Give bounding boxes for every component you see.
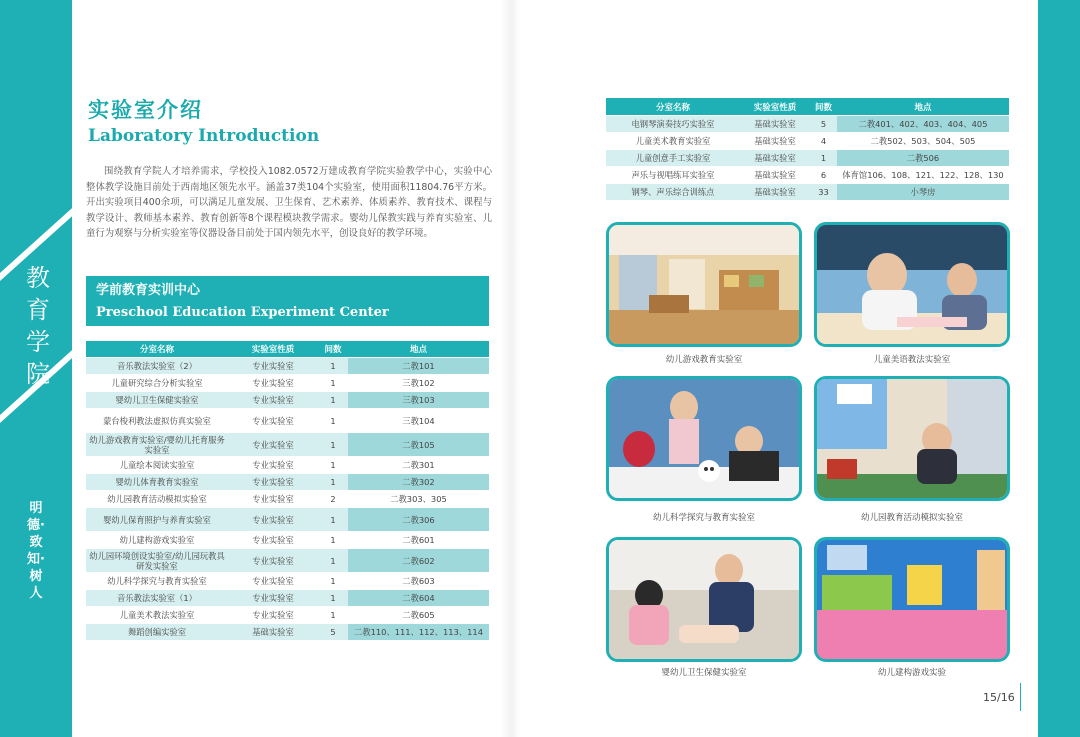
- table-cell: 二教306: [348, 508, 489, 531]
- table-cell: 专业实验室: [228, 409, 318, 432]
- photo-caption: 幼儿建构游戏实验: [877, 668, 946, 678]
- page-fold: [500, 0, 520, 737]
- lab-table-header: [86, 341, 489, 357]
- table-cell: 二教604: [348, 590, 489, 606]
- table-cell: 专业实验室: [228, 457, 318, 473]
- table-cell: 二教105: [348, 433, 489, 456]
- school-name-vertical: 教育学院: [26, 264, 50, 388]
- table-cell: 儿童研究综合分析实验室: [86, 375, 228, 391]
- table-row: [606, 116, 1009, 132]
- table-cell: 33: [810, 184, 837, 200]
- construction-photo: [814, 537, 1010, 662]
- table-cell: 1: [318, 590, 348, 606]
- photo-caption: 儿童美语教法实验室: [873, 355, 951, 365]
- table-header-cell: 实验室性质: [740, 98, 810, 115]
- table-cell: 幼儿园环境创设实验室/幼儿园玩教具研发实验室: [86, 549, 228, 572]
- robot-photo: [606, 376, 802, 501]
- table-cell: 婴幼儿保育照护与养育实验室: [86, 508, 228, 531]
- table-cell: 1: [318, 457, 348, 473]
- center-title-cn: 学前教育实训中心: [96, 283, 201, 298]
- page-title-en: Laboratory Introduction: [88, 126, 320, 146]
- table-cell: 幼儿园教育活动模拟实验室: [86, 491, 228, 507]
- table-cell: 1: [318, 358, 348, 374]
- table-cell: 儿童创意手工实验室: [606, 150, 740, 166]
- table-row: [86, 590, 489, 606]
- table-cell: 二教301: [348, 457, 489, 473]
- room-table-header: [606, 98, 1009, 115]
- classroom-photo: [814, 376, 1010, 501]
- room-table: [606, 97, 1009, 201]
- table-row: [606, 167, 1009, 183]
- table-row: [86, 392, 489, 408]
- table-cell: 基础实验室: [740, 116, 810, 132]
- table-header-cell: 间数: [318, 341, 348, 357]
- table-cell: 专业实验室: [228, 573, 318, 589]
- table-cell: 专业实验室: [228, 392, 318, 408]
- table-cell: 1: [318, 573, 348, 589]
- table-cell: 专业实验室: [228, 508, 318, 531]
- table-cell: 基础实验室: [228, 624, 318, 640]
- table-cell: 幼儿科学探究与教育实验室: [86, 573, 228, 589]
- table-cell: 1: [318, 508, 348, 531]
- table-cell: 基础实验室: [740, 133, 810, 149]
- playroom-photo: [606, 222, 802, 347]
- table-cell: 1: [318, 549, 348, 572]
- table-header-cell: 分室名称: [606, 98, 740, 115]
- cpr-photo: [606, 537, 802, 662]
- table-cell: 5: [810, 116, 837, 132]
- table-cell: 基础实验室: [740, 167, 810, 183]
- table-cell: 1: [318, 607, 348, 623]
- table-row: [86, 508, 489, 531]
- table-cell: 音乐教法实验室（1）: [86, 590, 228, 606]
- table-cell: 儿童美术教育实验室: [606, 133, 740, 149]
- intro-paragraph: 围绕教育学院人才培养需求，学校投入1082.0572万建成教育学院实验教学中心，实验中心整体教学设施目前处于西南地区领先水平。涵盖37类104个实验室，使用面积11804.76平方米。开出实验项目400余项，可以满足儿童发展、卫生保育、艺术素养、体质素养、教育技术、课程与教学设计、教师基本素养、教育创新等8个课程模块教学需求。婴幼儿保教实践与养育实验室、儿童行为观察与分析实验室等仪器设备目前处于国内领先水平，创设良好的教学环境。: [86, 166, 492, 239]
- table-cell: 体育馆106、108、121、122、128、130: [837, 167, 1009, 183]
- table-cell: 基础实验室: [740, 184, 810, 200]
- table-cell: 专业实验室: [228, 607, 318, 623]
- table-cell: 三教104: [348, 409, 489, 432]
- table-cell: 婴幼儿卫生保健实验室: [86, 392, 228, 408]
- table-cell: 1: [318, 433, 348, 456]
- table-cell: 专业实验室: [228, 375, 318, 391]
- right-edge-strip: [1038, 0, 1080, 737]
- table-row: [86, 532, 489, 548]
- table-header-cell: 实验室性质: [228, 341, 318, 357]
- table-cell: 专业实验室: [228, 532, 318, 548]
- table-cell: 二教605: [348, 607, 489, 623]
- table-row: [86, 573, 489, 589]
- table-cell: 基础实验室: [740, 150, 810, 166]
- table-row: [86, 358, 489, 374]
- photo-caption: 婴幼儿卫生保健实验室: [661, 668, 747, 678]
- table-cell: 专业实验室: [228, 491, 318, 507]
- table-header-cell: 间数: [810, 98, 837, 115]
- table-cell: 1: [318, 409, 348, 432]
- table-cell: 幼儿游戏教育实验室/婴幼儿托育服务实验室: [86, 433, 228, 456]
- photo-caption: 幼儿科学探究与教育实验室: [652, 513, 755, 523]
- table-cell: 二教302: [348, 474, 489, 490]
- table-cell: 二教601: [348, 532, 489, 548]
- table-cell: 二教401、402、403、404、405: [837, 116, 1009, 132]
- left-sidebar-strip: [0, 0, 72, 737]
- table-row: [86, 474, 489, 490]
- table-cell: 二教101: [348, 358, 489, 374]
- table-cell: 儿童绘本阅读实验室: [86, 457, 228, 473]
- table-row: [606, 150, 1009, 166]
- table-cell: 舞蹈创编实验室: [86, 624, 228, 640]
- reading-photo: [814, 222, 1010, 347]
- table-cell: 1: [318, 474, 348, 490]
- photo-caption: 幼儿园教育活动模拟实验室: [860, 513, 963, 523]
- table-cell: 钢琴、声乐综合训练点: [606, 184, 740, 200]
- center-banner: [86, 276, 489, 326]
- table-cell: 1: [318, 392, 348, 408]
- table-row: [86, 624, 489, 640]
- table-cell: 二教303、305: [348, 491, 489, 507]
- table-cell: 2: [318, 491, 348, 507]
- table-cell: 婴幼儿体育教育实验室: [86, 474, 228, 490]
- table-cell: 专业实验室: [228, 433, 318, 456]
- table-cell: 专业实验室: [228, 358, 318, 374]
- table-row: [86, 457, 489, 473]
- table-row: [86, 607, 489, 623]
- table-cell: 二教603: [348, 573, 489, 589]
- table-cell: 6: [810, 167, 837, 183]
- table-cell: 三教103: [348, 392, 489, 408]
- table-cell: 二教602: [348, 549, 489, 572]
- table-cell: 儿童美术教法实验室: [86, 607, 228, 623]
- table-header-cell: 地点: [348, 341, 489, 357]
- table-header-cell: 地点: [837, 98, 1009, 115]
- table-row: [606, 184, 1009, 200]
- table-cell: 专业实验室: [228, 474, 318, 490]
- table-cell: 电钢琴演奏技巧实验室: [606, 116, 740, 132]
- page-title-cn: 实验室介绍: [88, 98, 203, 122]
- table-row: [86, 491, 489, 507]
- table-cell: 声乐与视唱练耳实验室: [606, 167, 740, 183]
- table-row: [606, 133, 1009, 149]
- photo-caption: 幼儿游戏教育实验室: [665, 355, 743, 365]
- table-cell: 1: [318, 532, 348, 548]
- table-row: [86, 549, 489, 572]
- table-cell: 二教110、111、112、113、114: [348, 624, 489, 640]
- table-cell: 幼儿建构游戏实验室: [86, 532, 228, 548]
- table-cell: 音乐教法实验室（2）: [86, 358, 228, 374]
- table-cell: 专业实验室: [228, 590, 318, 606]
- table-row: [86, 433, 489, 456]
- table-cell: 三教102: [348, 375, 489, 391]
- table-cell: 5: [318, 624, 348, 640]
- table-cell: 二教502、503、504、505: [837, 133, 1009, 149]
- table-cell: 1: [318, 375, 348, 391]
- table-cell: 小琴房: [837, 184, 1009, 200]
- table-cell: 1: [810, 150, 837, 166]
- table-cell: 蒙台梭利教法虚拟仿真实验室: [86, 409, 228, 432]
- table-cell: 专业实验室: [228, 549, 318, 572]
- table-cell: 4: [810, 133, 837, 149]
- table-row: [86, 375, 489, 391]
- center-title-en: Preschool Education Experiment Center: [96, 305, 389, 320]
- table-row: [86, 409, 489, 432]
- table-cell: 二教506: [837, 150, 1009, 166]
- page-number: 15/16: [983, 691, 1015, 704]
- page-number-bar: [1020, 683, 1021, 711]
- motto-vertical: 明德·致知·树人: [27, 501, 45, 601]
- table-header-cell: 分室名称: [86, 341, 228, 357]
- lab-table: [86, 340, 489, 641]
